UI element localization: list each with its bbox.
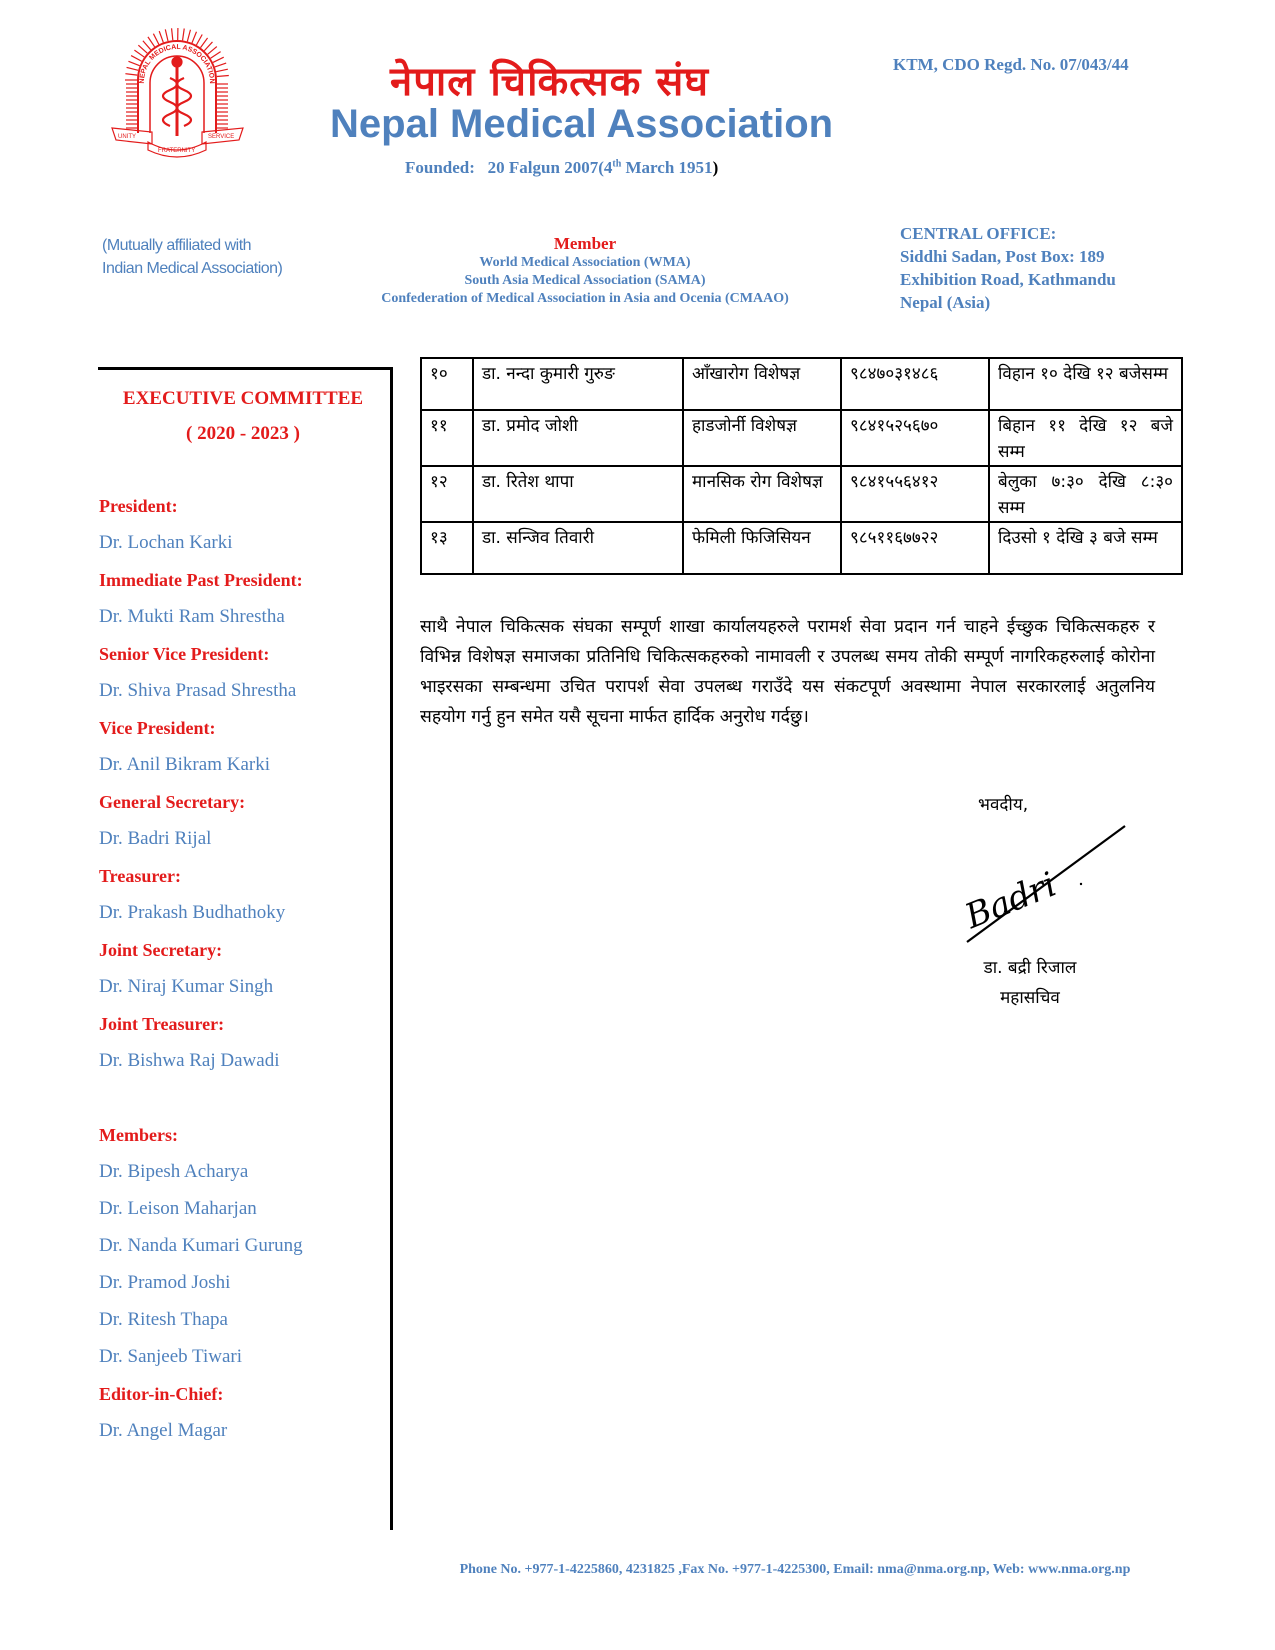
table-cell-phone: ९८५११६७७२२ <box>841 522 989 574</box>
signatory-name: डा. बद्री रिजाल <box>983 958 1077 978</box>
office-line-1: Siddhi Sadan, Post Box: 189 <box>900 247 1105 266</box>
committee-member-name: Dr. Anil Bikram Karki <box>99 754 270 775</box>
table-cell-name: डा. रितेश थापा <box>473 466 683 522</box>
logo-ray <box>159 31 163 42</box>
logo-ray <box>217 75 229 76</box>
committee-role: Joint Secretary: <box>99 940 223 960</box>
logo-ray <box>128 61 139 65</box>
org-name-nepali: नेपाल चिकित्सक संघ <box>390 59 709 105</box>
table-cell-specialty: मानसिक रोग विशेषज्ञ <box>683 466 841 522</box>
committee-role: Treasurer: <box>99 866 181 886</box>
logo-ray <box>201 38 208 48</box>
committee-role: Members: <box>99 1125 178 1145</box>
office-line-2: Exhibition Road, Kathmandu <box>900 270 1116 289</box>
table-cell-sn: १० <box>421 358 473 410</box>
founded-label: Founded: <box>405 158 475 177</box>
logo-ray <box>138 45 147 53</box>
logo-ray <box>187 30 190 42</box>
signature-icon <box>955 818 1135 948</box>
committee-member-name: Dr. Lochan Karki <box>99 532 233 553</box>
table-cell-phone: ९८४७०३१४८६ <box>841 358 989 410</box>
founded-rest: March 1951 <box>621 158 713 177</box>
committee-spacer <box>99 1086 389 1123</box>
committee-member-name: Dr. Bipesh Acharya <box>99 1161 249 1182</box>
committee-role: Immediate Past President: <box>99 570 303 590</box>
central-office-address <box>900 222 1116 314</box>
founded-line <box>405 158 718 178</box>
membership-item: South Asia Medical Association (SAMA) <box>464 273 706 288</box>
membership-item: Confederation of Medical Association in Asia and Ocenia (CMAAO) <box>381 291 789 306</box>
logo-ray <box>216 69 228 71</box>
footer-contact: Phone No. +977-1-4225860, 4231825 ,Fax No. +977-1-4225300, Email: nma@nma.org.np, Web: www.nma.org.np <box>459 1562 1131 1577</box>
committee-member-name: Dr. Shiva Prasad Shrestha <box>99 680 297 701</box>
affiliation-note <box>102 234 282 280</box>
logo-ray <box>143 41 151 50</box>
membership-block <box>345 234 825 308</box>
signatory-designation: महासचिव <box>1000 988 1060 1008</box>
sidebar-divider <box>390 367 393 1530</box>
committee-member-name: Dr. Niraj Kumar Singh <box>99 976 274 997</box>
committee-member-name: Dr. Sanjeeb Tiwari <box>99 1346 243 1367</box>
logo-ribbon-right: SERVICE <box>208 134 235 140</box>
committee-list <box>99 494 389 1456</box>
committee-member-name: Dr. Mukti Ram Shrestha <box>99 606 285 627</box>
table-row <box>421 410 1182 466</box>
table-cell-name: डा. सन्जिव तिवारी <box>473 522 683 574</box>
committee-member-name: Dr. Angel Magar <box>99 1420 228 1441</box>
table-row <box>421 522 1182 574</box>
affiliation-line-2: Indian Medical Association) <box>102 260 283 277</box>
logo-ray <box>213 57 224 62</box>
table-row <box>421 358 1182 410</box>
logo-ray <box>196 35 202 45</box>
table-cell-time: बिहान ११ देखि १२ बजे सम्म <box>989 410 1182 466</box>
committee-member-name: Dr. Pramod Joshi <box>99 1272 231 1293</box>
committee-role: Vice President: <box>99 718 216 738</box>
committee-member-name: Dr. Bishwa Raj Dawadi <box>99 1050 280 1071</box>
founded-close: ) <box>712 158 719 177</box>
logo-ray <box>125 74 137 75</box>
logo-ray <box>215 63 226 67</box>
signatory <box>960 953 1100 1013</box>
committee-role: Joint Treasurer: <box>99 1014 225 1034</box>
committee-member-name: Dr. Nanda Kumari Gurung <box>99 1235 303 1256</box>
committee-member-name: Dr. Ritesh Thapa <box>99 1309 228 1330</box>
logo-ray <box>153 34 158 45</box>
table-cell-name: डा. नन्दा कुमारी गुरुङ <box>473 358 683 410</box>
closing-salutation: भवदीय, <box>978 795 1029 815</box>
table-cell-sn: १२ <box>421 466 473 522</box>
committee-role: General Secretary: <box>99 792 246 812</box>
committee-role: Editor-in-Chief: <box>99 1384 224 1404</box>
logo-arc-text: NEPAL MEDICAL ASSOCIATION <box>138 43 216 84</box>
logo-ray <box>183 29 185 41</box>
logo-ray <box>192 32 196 43</box>
logo-ray <box>148 37 155 47</box>
table-cell-time: विहान १० देखि १२ बजेसम्म <box>989 358 1182 410</box>
table-cell-specialty: फेमिली फिजिसियन <box>683 522 841 574</box>
table-cell-specialty: आँखारोग विशेषज्ञ <box>683 358 841 410</box>
founded-date: 20 Falgun 2007(4 <box>487 158 613 177</box>
table-cell-time: दिउसो १ देखि ३ बजे सम्म <box>989 522 1182 574</box>
founded-sup: th <box>612 158 622 170</box>
logo-ribbon-left: UNITY <box>118 134 136 140</box>
registration-number: KTM, CDO Regd. No. 07/043/44 <box>893 55 1129 74</box>
committee-member-name: Dr. Badri Rijal <box>99 828 212 849</box>
committee-title: EXECUTIVE COMMITTEE <box>122 388 364 409</box>
table-cell-phone: ९८४१५२५६७० <box>841 410 989 466</box>
logo-ray <box>134 50 144 57</box>
membership-heading: Member <box>553 234 617 253</box>
table-cell-specialty: हाडजोर्नी विशेषज्ञ <box>683 410 841 466</box>
table-cell-sn: ११ <box>421 410 473 466</box>
body-paragraph: साथै नेपाल चिकित्सक संघका सम्पूर्ण शाखा कार्यालयहरुले परामर्श सेवा प्रदान गर्न चाहने ईच्छुक चिकित्सकहरु र विभिन्न विशेषज्ञ समाजका प्रतिनिधि चिकित्सकहरुको नामावली र उपलब्ध समय तोकी सम्पूर्ण नागरिकहरुलाई कोरोना भाइरसका सम्बन्धमा उचित परापर्श सेवा उपलब्ध गराउँदे यस संकटपूर्ण अवस्थामा नेपाल सरकारलाई अतुलनिय सहयोग गर्नु हुन समेत यसै सूचना मार्फत हार्दिक अनुरोध गर्दछु। <box>420 617 1155 727</box>
org-name-english: Nepal Medical Association <box>330 102 834 146</box>
logo-ray <box>127 67 139 70</box>
table-cell-sn: १३ <box>421 522 473 574</box>
office-heading: CENTRAL OFFICE: <box>900 224 1057 243</box>
sidebar-top-rule <box>98 367 392 370</box>
committee-role: Senior Vice President: <box>99 644 270 664</box>
table-row <box>421 466 1182 522</box>
table-cell-time: बेलुका ७:३० देखि ८:३० सम्म <box>989 466 1182 522</box>
committee-years: ( 2020 - 2023 ) <box>186 423 300 444</box>
logo-ray <box>211 52 221 59</box>
committee-member-name: Dr. Leison Maharjan <box>99 1198 257 1219</box>
doctors-table <box>420 357 1183 575</box>
committee-member-name: Dr. Prakash Budhathoky <box>99 902 286 923</box>
logo-ray <box>204 42 212 51</box>
table-cell-phone: ९८४१५५६४१२ <box>841 466 989 522</box>
affiliation-line-1: (Mutually affiliated with <box>102 237 252 254</box>
logo-ray <box>172 28 173 40</box>
nma-emblem-icon <box>110 28 245 158</box>
office-line-3: Nepal (Asia) <box>900 293 991 312</box>
membership-item: World Medical Association (WMA) <box>479 255 691 270</box>
logo-ray <box>208 47 217 55</box>
committee-role: President: <box>99 496 178 516</box>
logo-ray <box>131 56 142 62</box>
logo-ribbon-center: FRATERNITY <box>158 148 196 154</box>
logo-ray <box>165 29 168 41</box>
table-cell-name: डा. प्रमोद जोशी <box>473 410 683 466</box>
signature-text: Badri <box>959 864 1062 937</box>
